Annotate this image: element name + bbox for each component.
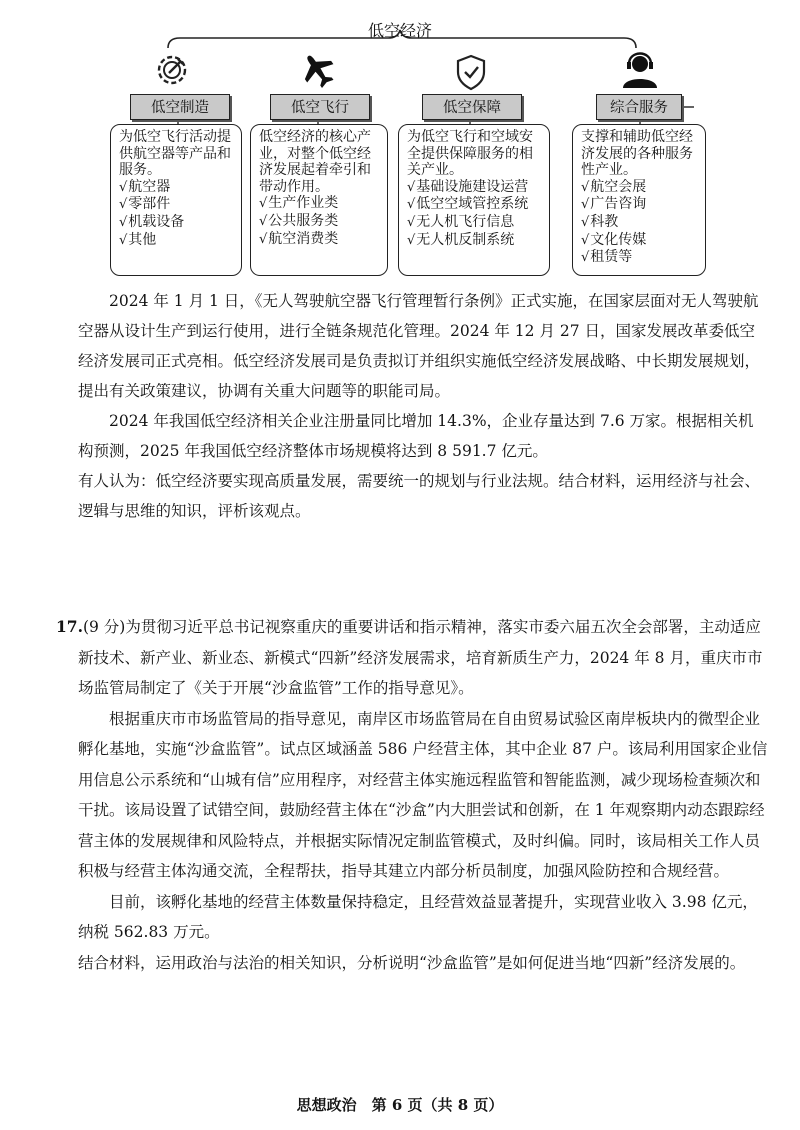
- list-item: √航空器: [119, 178, 171, 195]
- list-item: √其他: [119, 231, 157, 248]
- check-icon: √: [407, 179, 416, 195]
- category-label: 低空飞行: [270, 94, 370, 120]
- category-box: [250, 124, 388, 276]
- list-item: √生产作业类: [259, 195, 339, 212]
- check-icon: √: [407, 197, 416, 213]
- check-icon: √: [119, 232, 128, 248]
- list-item: √低空空域管控系统: [407, 196, 529, 213]
- category-label: 综合服务: [596, 94, 682, 120]
- category-label: 低空保障: [422, 94, 522, 120]
- check-icon: √: [119, 214, 128, 230]
- list-item: √广告咨询: [581, 196, 647, 213]
- q17-paragraph-1: 根据重庆市市场监管局的指导意见，南岸区市场监管局在自由贸易试验区南岸板块内的微型企业孵化基地，实施“沙盒监管”。试点区域涵盖 586 户经营主体，其中企业 87 户。该局利用国家企业信用信息公示系统和“山城有信”应用程序，对经营主体实施远程监管和智能监测，减少现场检查频次和干扰。该局设置了试错空间，鼓励经营主体在“沙盒”内大胆尝试和创新，在 1 年观察期内动态跟踪经营主体的发展规律和风险特点，并根据实际情况定制监管模式，及时纠偏。同时，该局相关工作人员积极与经营主体沟通交流，全程帮扶，指导其建立内部分析员制度，加强风险防控和合规经营。: [78, 709, 768, 880]
- check-icon: √: [581, 214, 590, 230]
- list-item: √航空消费类: [259, 230, 339, 247]
- q17-task: 结合材料，运用政治与法治的相关知识，分析说明“沙盒监管”是如何促进当地“四新”经济发展的。: [78, 953, 746, 972]
- check-icon: √: [119, 197, 128, 213]
- category-label: 低空制造: [130, 94, 230, 120]
- category-box: [572, 124, 706, 276]
- category-description: 支撑和辅助低空经济发展的各种服务性产业。: [581, 129, 693, 179]
- check-icon: √: [259, 196, 268, 212]
- q16-paragraph-2: 2024 年我国低空经济相关企业注册量同比增加 14.3%，企业存量达到 7.6 万家。根据相关机构预测，2025 年我国低空经济整体市场规模将达到 8 591.7 亿元。: [78, 412, 754, 460]
- check-icon: √: [259, 213, 268, 229]
- check-icon: √: [581, 232, 590, 248]
- headset-person-icon: [623, 54, 657, 89]
- check-icon: √: [581, 250, 590, 266]
- check-icon: √: [581, 179, 590, 195]
- category-items: [119, 179, 235, 249]
- page-footer: 思想政治 第 6 页（共 8 页）: [296, 1096, 504, 1114]
- q16-material: [78, 286, 768, 526]
- category-items: [407, 179, 543, 249]
- category-box: [110, 124, 242, 276]
- list-item: √公共服务类: [259, 212, 339, 229]
- list-item: √租赁等: [581, 249, 633, 266]
- gear-wrench-icon: [159, 57, 185, 83]
- list-item: √科教: [581, 213, 619, 230]
- q17: [56, 612, 768, 978]
- category-items: [259, 195, 381, 248]
- list-item: √无人机反制系统: [407, 231, 515, 248]
- list-item: √航空会展: [581, 178, 647, 195]
- list-item: √零部件: [119, 196, 171, 213]
- check-icon: √: [119, 179, 128, 195]
- q17-intro: 17.(9 分)为贯彻习近平总书记视察重庆的重要讲话和指示精神，落实市委六届五次全会部署，主动适应新技术、新产业、新业态、新模式“四新”经济发展需求，培育新质生产力，2024 年 8 月，重庆市市场监管局制定了《关于开展“沙盒监管”工作的指导意见》。: [56, 617, 763, 697]
- diagram-title: 低空经济: [367, 21, 432, 40]
- category-box: [398, 124, 550, 276]
- check-icon: √: [259, 231, 268, 247]
- q16-paragraph-1: 2024 年 1 月 1 日，《无人驾驶航空器飞行管理暂行条例》正式实施，在国家层面对无人驾驶航空器从设计生产到运行使用，进行全链条规范化管理。2024 年 12 月 27 日，国家发展改革委低空经济发展司正式亮相。低空经济发展司是负责拟订并组织实施低空经济发展战略、中长期发展规划，提出有关政策建议，协调有关重大问题等的职能司局。: [78, 292, 761, 400]
- list-item: √无人机飞行信息: [407, 213, 515, 230]
- list-item: √基础设施建设运营: [407, 178, 529, 195]
- list-item: √文化传媒: [581, 231, 647, 248]
- shield-check-icon: [458, 56, 484, 89]
- list-item: √机载设备: [119, 213, 185, 230]
- category-description: 为低空飞行和空域安全提供保障服务的相关产业。: [407, 129, 533, 179]
- check-icon: √: [407, 214, 416, 230]
- airplane-icon: [295, 47, 341, 93]
- low-altitude-economy-diagram: [0, 0, 800, 280]
- q16-task: 有人认为：低空经济要实现高质量发展，需要统一的规划与行业法规。结合材料，运用经济与社会、逻辑与思维的知识，评析该观点。: [78, 472, 761, 520]
- check-icon: √: [407, 232, 416, 248]
- category-description: 低空经济的核心产业，对整个低空经济发展起着牵引和带动作用。: [259, 129, 371, 195]
- check-icon: √: [581, 197, 590, 213]
- q17-paragraph-2: 目前，该孵化基地的经营主体数量保持稳定，且经营效益显著提升，实现营业收入 3.98 亿元，纳税 562.83 万元。: [78, 892, 758, 941]
- category-description: 为低空飞行活动提供航空器等产品和服务。: [119, 129, 231, 179]
- category-items: [581, 179, 699, 267]
- question-number: 17.: [56, 617, 83, 636]
